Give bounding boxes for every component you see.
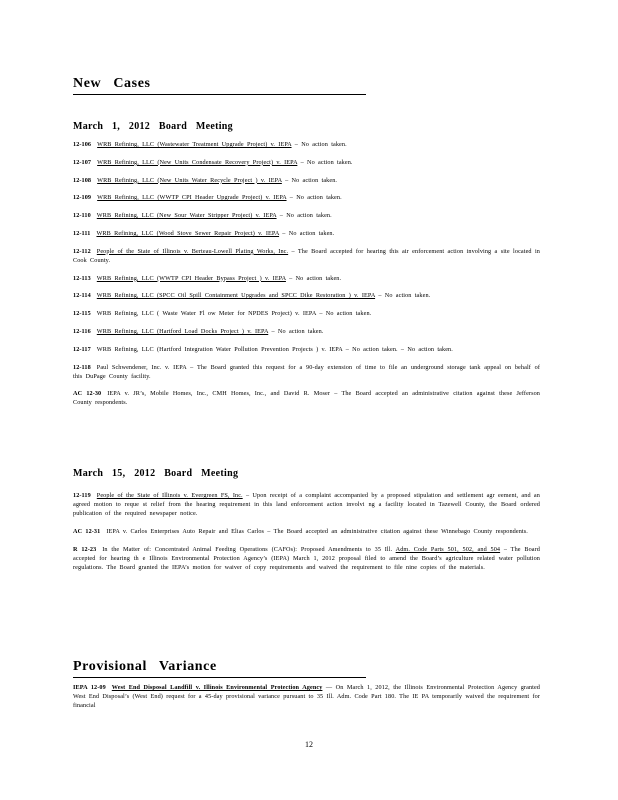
- case-number: 12-111: [73, 229, 91, 237]
- case-text: WRB Refining, LLC (Hartford Integration Water Pollution Prevention Projects ) v. IEPA – No action taken. – No action taken.: [96, 345, 453, 353]
- case-entry: [73, 291, 540, 300]
- case-party: WRB Refining, LLC (WWTP CPI Header Bypass Project ) v. IEPA: [96, 274, 286, 282]
- case-party: WRB Refining, LLC (New Units Condensate Recovery Project) v. IEPA: [97, 158, 298, 166]
- case-entry: [73, 545, 540, 572]
- case-entry: [73, 140, 540, 149]
- meeting-2-entries: [73, 491, 540, 572]
- case-text: In the Matter of: Concentrated Animal Feeding Operations (CAFOs): Proposed Amendments to 35 Ill.: [102, 545, 393, 553]
- case-text: IEPA v. JR’s, Mobile Homes, Inc., CMH Homes, Inc., and David R. Moser – The Board accepted an administrative citation against these Jefferson County respondents.: [73, 390, 540, 407]
- case-entry: [73, 176, 540, 185]
- case-party: People of the State of Illinois v. Evergreen FS, Inc.: [96, 492, 243, 499]
- case-text: – The Board accepted for hearing this air enforcement action involving a site located in Cook County.: [73, 247, 540, 264]
- case-party: People of the State of Illinois v. Berteau-Lowell Plating Works, Inc.: [96, 247, 289, 255]
- case-text: – No action taken.: [291, 141, 347, 148]
- new-cases-heading: New Cases: [73, 76, 366, 95]
- case-party: WRB Refining, LLC (SPCC Oil Spill Containment Upgrades and SPCC Dike Restoration ) v. IEPA: [96, 292, 376, 300]
- case-text: – No action taken.: [276, 212, 332, 220]
- case-text: – No action taken.: [285, 274, 342, 282]
- provisional-entry: [73, 683, 540, 710]
- case-party: WRB Refining, LLC (New Units Water Recycle Project ) v. IEPA: [97, 176, 282, 184]
- provisional-variance-body: [73, 683, 540, 710]
- case-number: 12-118: [73, 363, 91, 371]
- case-party: West End Disposal Landfill v. Illinois Environmental Protection Agency: [111, 684, 323, 691]
- case-number: 12-112: [73, 247, 91, 255]
- case-number: 12-115: [73, 310, 91, 318]
- case-entry: [73, 193, 540, 202]
- case-number: 12-119: [73, 492, 91, 499]
- case-number: AC 12-30: [73, 390, 102, 398]
- case-text: – No action taken.: [279, 229, 335, 237]
- case-text: — On March 1, 2012, the Illinois Environmental Protection Agency granted West End Disposal’s (West End) request for a 45-day provisional variance pursuant to 35 Ill. Adm. Code Part 180. The IE PA temporarily waived the requirement for financial: [73, 684, 540, 709]
- case-text: Paul Schwendener, Inc. v. IEPA – The Board granted this request for a 90-day extension of time to file an underground storage tank appeal on behalf of this DuPage County facility.: [73, 363, 540, 380]
- case-party: WRB Refining, LLC (WWTP CPI Header Upgrade Project) v. IEPA: [97, 194, 287, 202]
- case-entry: [73, 327, 540, 336]
- case-number: 12-107: [73, 158, 92, 166]
- case-entry: [73, 345, 540, 354]
- case-party: WRB Refining, LLC (Hartford Load Docks Project ) v. IEPA: [96, 327, 269, 335]
- case-entry: [73, 363, 540, 381]
- case-party: WRB Refining, LLC (New Sour Water Stripper Project) v. IEPA: [96, 212, 277, 220]
- case-entry: [73, 491, 540, 518]
- case-number: 12-106: [73, 141, 92, 148]
- case-number: 12-116: [73, 327, 91, 335]
- case-text: – No action taken.: [281, 176, 338, 184]
- meeting-1-entries: [73, 140, 540, 407]
- case-number: R 12-23: [73, 545, 97, 553]
- case-number: 12-108: [73, 176, 92, 184]
- case-text: WRB Refining, LLC ( Waste Water Fl ow Meter for NPDES Project) v. IEPA – No action taken.: [96, 310, 372, 318]
- page-number: 12: [305, 740, 313, 749]
- case-text: – No action taken.: [268, 327, 324, 335]
- case-text: – No action taken.: [375, 292, 431, 300]
- case-entry: [73, 158, 540, 167]
- case-text: – Upon receipt of a complaint accompanied by a proposed stipulation and settlement agr eement, and an agreed motion to reque st relief from the hearing requirement in this land enforcement action involvi ng a facility located in Tazewell County, the Board ordered publication of the required newspaper notice.: [73, 492, 540, 517]
- case-entry: [73, 274, 540, 283]
- case-party: WRB Refining, LLC (Wood Stove Sewer Repair Project) v. IEPA: [96, 229, 280, 237]
- case-number: 12-117: [73, 345, 91, 353]
- meeting-heading-march-15: March 15, 2012 Board Meeting: [73, 468, 239, 479]
- case-entry: [73, 247, 540, 265]
- case-number: AC 12-31: [73, 527, 101, 535]
- case-text: – No action taken.: [286, 194, 342, 202]
- case-text-secondary: – The Board accepted for hearing th e Illinois Environmental Protection Agency’s (IEPA) March 1, 2012 proposal filed to amend the Board’s agriculture related water pollution regulations. The Board granted the IEPA’s motion for waiver of copy requirements and waived the requirement to file nine copies of the materials.: [73, 545, 540, 571]
- case-entry: [73, 389, 540, 407]
- case-entry: [73, 309, 540, 318]
- meeting-heading-march-1: March 1, 2012 Board Meeting: [73, 121, 233, 132]
- case-number: 12-109: [73, 194, 92, 202]
- provisional-variance-heading: Provisional Variance: [73, 659, 366, 678]
- case-text: – No action taken.: [297, 158, 353, 166]
- case-number: IEPA 12-09: [73, 684, 106, 691]
- case-party: WRB Refining, LLC (Wastewater Treatment Upgrade Project) v. IEPA: [97, 141, 292, 148]
- case-entry: [73, 211, 540, 220]
- case-entry: [73, 527, 540, 536]
- case-entry: [73, 229, 540, 238]
- case-number: 12-113: [73, 274, 91, 282]
- case-number: 12-114: [73, 292, 91, 300]
- case-number: 12-110: [73, 212, 91, 220]
- case-text: IEPA v. Carlos Enterprises Auto Repair and Elias Carlos – The Board accepted an administrative citation against these Winnebago County respondents.: [106, 527, 528, 535]
- case-party-secondary: Adm. Code Parts 501, 502, and 504: [395, 545, 501, 553]
